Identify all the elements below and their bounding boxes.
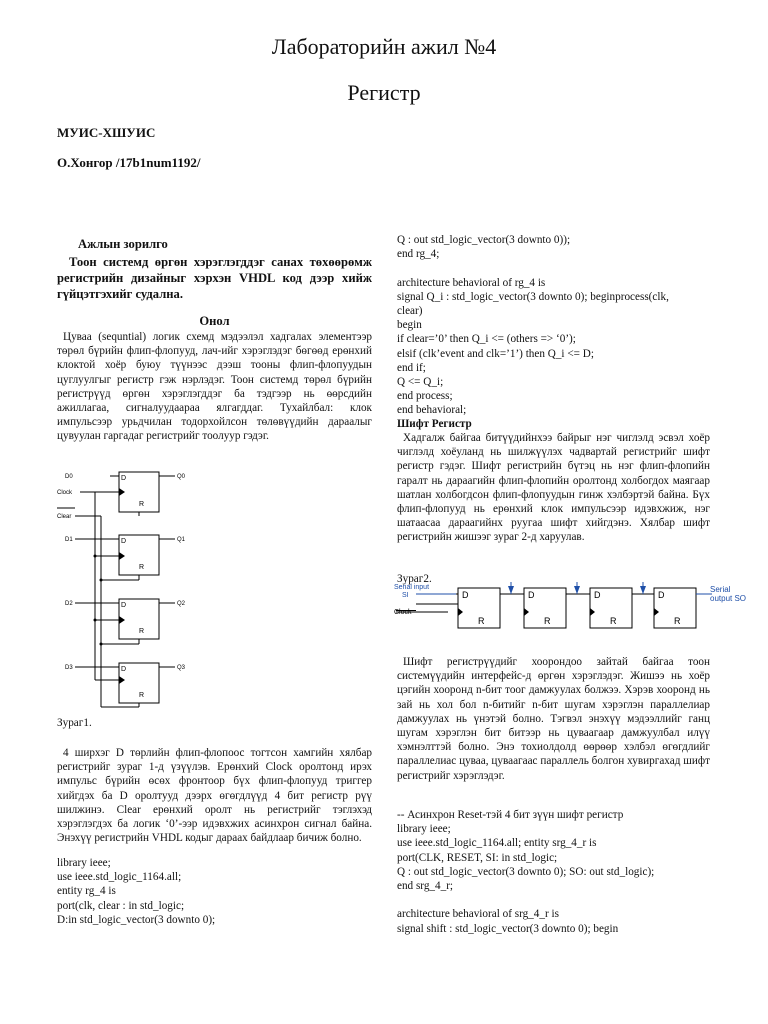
goal-heading: Ажлын зорилго (78, 237, 168, 251)
input-d2: D2 (65, 601, 73, 607)
svg-text:R: R (139, 628, 145, 635)
svg-text:D: D (121, 602, 127, 609)
description-text: 4 ширхэг D төрлийн флип-флопоос тогтсон хамгийн хялбар регистрийг зураг 1-д үзүүлэв. Ерөнхий Clock оролтонд ирэх импульс бүрийн өсөх фронтоор бүх флип-флопууд триггер хийгдэх ба D оролтууд дээрх өгөгдлүүд 4 бит регистр рүү шилжинэ. Clear ерөнхий оролт нь регистрийг тэглэхэд хэрэглэгдэх ба логик ‘0’-ээр идэвхжих асинхрон сигнал байна. Энэхүү регистрийн VHDL кодыг дараах байдлаар бичиж болно. (57, 747, 372, 845)
svg-text:R: R (544, 616, 551, 626)
input-d0: D0 (65, 474, 73, 480)
svg-text:R: R (610, 616, 617, 626)
svg-text:R: R (478, 616, 485, 626)
figure2-caption: Зураг2. (397, 573, 432, 585)
vhdl-code-shift: -- Асинхрон Reset-тэй 4 бит зүүн шифт регистр library ieee; use ieee.std_logic_1164.all; entity srg_4_r is port(CLK, RESET, SI: in std_logic; Q : out std_logic_vector(3 downto 0); SO: out std_logic); end srg_4_r; architecture behavioral of srg_4_r is signal shift : std_logic_vector(3 downto 0); begin (397, 809, 655, 935)
output-q3: Q3 (177, 665, 186, 671)
clock-label: Clock (57, 490, 73, 496)
interface-paragraph: Шифт регистрүүдийг хоорондоо зайтай байгаа тоон системүүдийн интерфейс-д өргөн хэрэглэдэг. Жишээ нь хоёр цэгийн хооронд n-бит тоог дамжуулах болжээ. Хэрэв хооронд нь зай нь хол бол n-битийг n-бит шугам хэрэглэн параллелиар дамжуулах нь үнэтэй болно. Тэгвэл энэхүү мэдээллийг ганц шугам хэрэглэн бит битээр нь цуваагаар дамжуулбал илүү хэмнэлттэй болно. Энэ тохиолдолд өөрөөр хэлбэл өгөгдлийг параллелиас цуваа, цуваагаас параллель болгон хувиргахад шифт регистрийг хэрэглэдэг. (397, 656, 710, 782)
svg-text:D: D (658, 590, 665, 600)
input-d3: D3 (65, 665, 73, 671)
theory-heading: Онол (199, 314, 230, 328)
organization: МУИС-ХШУИС (57, 125, 156, 140)
fig2-clock-label: Clock (394, 609, 412, 616)
author: О.Хонгор /17b1num1192/ (57, 155, 201, 170)
goal-text: Тоон системд өргөн хэрэглэгддэг санах төхөөрөмж регистрийн дизайныг хэрхэн VHDL код дээр хийж гүйцэтгэхийг судална. (57, 255, 372, 301)
page-title: Лабораторийн ажил №4 (271, 34, 497, 59)
svg-text:D: D (121, 666, 127, 673)
svg-text:D: D (594, 590, 601, 600)
vhdl-code-left: library ieee; use ieee.std_logic_1164.all; entity rg_4 is port(clk, clear : in std_logic; D:in std_logic_vector(3 downto 0); (57, 857, 216, 926)
page-subtitle: Регистр (347, 80, 421, 105)
shift-heading: Шифт Регистр (397, 418, 472, 430)
theory-text: Цуваа (sequntial) логик схемд мэдээлэл хадгалах элементээр төрөл бүрийн флип-флопууд, лач-ийг хэрэглэдэг бөгөөд ерөнхий клоктой хоёр буюу түүнээс дээш тооны флип-флопуудын цуглуулгыг регистр гэж нэрлэдэг. Тоон системд төрөл бүрийн регистрүүд өргөн хэрэглэгддэг ба тэдгээр нь өөрсдийн ажиллагаа, сигналуудаараа ялгагддаг. Тухайлбал: клок импульсээр урьдчилан тодорхойлсон төлөвүүдийн дараалыг цувуулан гаргадаг регистрийг тоолуур гэдэг. (57, 331, 372, 443)
svg-text:R: R (674, 616, 681, 626)
figure1-caption: Зураг1. (57, 717, 92, 729)
output-q1: Q1 (177, 537, 186, 543)
register-diagram (55, 468, 205, 713)
input-d1: D1 (65, 537, 73, 543)
output-q2: Q2 (177, 601, 186, 607)
svg-text:D: D (462, 590, 469, 600)
ff0-r-label: R (139, 501, 145, 508)
shift-text: Хадгалж байгаа битүүдийнхээ байрыг нэг чиглэлд эсвэл хоёр чиглэлд хоёуланд нь шилжүүлэх чадвартай регистрийг шифт регистр гэдэг. Шифт регистрийн бүтэц нь нэг флип-флопийн гаралт нь дараагийн флип-флопийн оролтонд холбогдох маягаар шатлан холбогдсон флип-флопуудын гинж хэлбэртэй байна. Бүх флип-флопууд нь ерөнхий клок импульсээр идэвхжиж, нэг шатаасаа дараагийнх руугаа шифт хийгдэнэ. Хялбар шифт регистрийн жишээг зураг 2-д харуулав. (397, 432, 710, 544)
svg-text:D: D (528, 590, 535, 600)
svg-text:R: R (139, 564, 145, 571)
ff0-d-label: D (121, 475, 127, 482)
serial-input-si: SI (402, 592, 409, 599)
vhdl-code-right: Q : out std_logic_vector(3 downto 0)); end rg_4; architecture behavioral of rg_4 is signal Q_i : std_logic_vector(3 downto 0); beginprocess(clk, clear) begin if clear=’0’ then Q_i <= (others => ‘0’); elsif (clk’event and clk=’1’) then Q_i <= D; end if; Q <= Q_i; end process; end behavioral; (397, 234, 669, 417)
clear-label: Clear (57, 514, 72, 520)
output-q0: Q0 (177, 474, 186, 480)
svg-text:D: D (121, 538, 127, 545)
serial-output-label: Serial output SO (710, 585, 747, 603)
serial-input-label: Serial input (394, 584, 430, 591)
clock-line (396, 610, 416, 611)
shift-register-diagram (394, 580, 714, 642)
svg-text:R: R (139, 692, 145, 699)
